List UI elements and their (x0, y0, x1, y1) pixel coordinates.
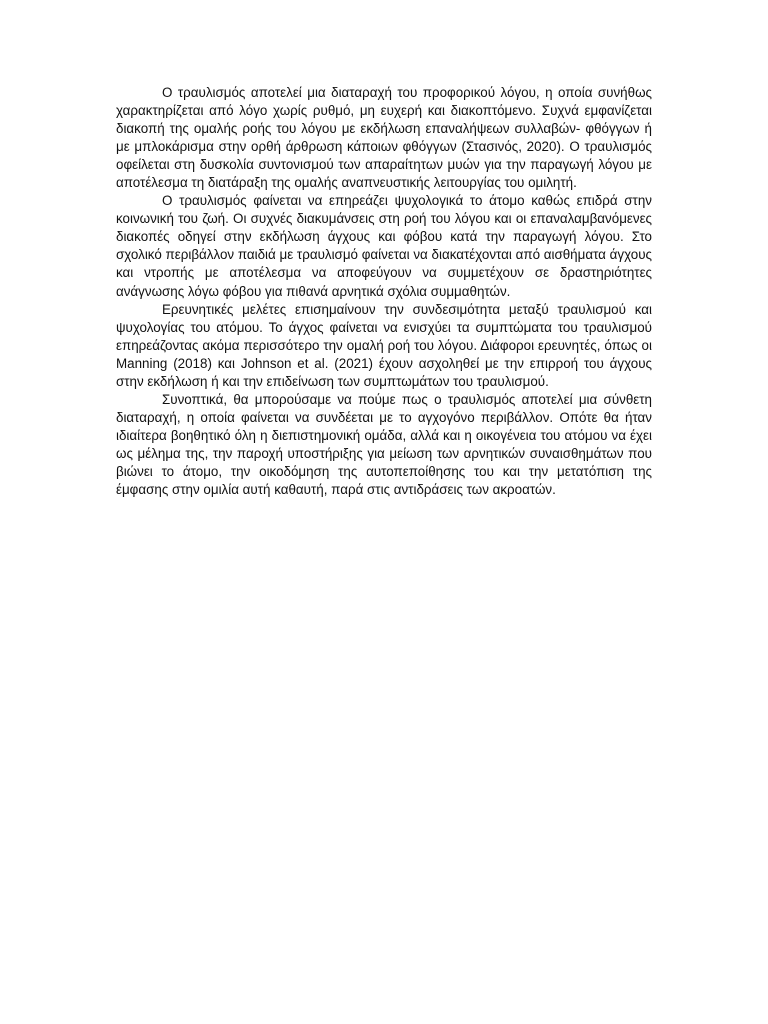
paragraph-3: Ερευνητικές μελέτες επισημαίνουν την συνδεσιμότητα μεταξύ τραυλισμού και ψυχολογίας του ατόμου. Το άγχος φαίνεται να ενισχύει τα συμπτώματα του τραυλισμού επηρεάζοντας ακόμα περισσότερο την ομαλή ροή του λόγου. Διάφοροι ερευνητές, όπως οι Manning (2018) και Johnson et al. (2021) έχουν ασχοληθεί με την επιρροή του άγχους στην εκδήλωση ή και την επιδείνωση των συμπτωμάτων του τραυλισμού. (116, 301, 652, 389)
paragraph-4: Συνοπτικά, θα μπορούσαμε να πούμε πως ο τραυλισμός αποτελεί μια σύνθετη διαταραχή, η οποία φαίνεται να συνδέεται με το αγχογόνο περιβάλλον. Οπότε θα ήταν ιδιαίτερα βοηθητικό όλη η διεπιστημονική ομάδα, αλλά και η οικογένεια του ατόμου να έχει ως μέλημα της, την παροχή υποστήριξης για μείωση των αρνητικών συναισθημάτων που βιώνει το άτομο, την οικοδόμηση της αυτοπεποίθησης του και την μετατόπιση της έμφασης στην ομιλία αυτή καθαυτή, παρά στις αντιδράσεις των ακροατών. (116, 391, 652, 498)
paragraph-1: Ο τραυλισμός αποτελεί μια διαταραχή του προφορικού λόγου, η οποία συνήθως χαρακτηρίζεται από λόγο χωρίς ρυθμό, μη ευχερή και διακοπτόμενο. Συχνά εμφανίζεται διακοπή της ομαλής ροής του λόγου με εκδήλωση επαναλήψεων συλλαβών- φθόγγων ή με μπλοκάρισμα στην ορθή άρθρωση κάποιων φθόγγων (Στασινός, 2020). Ο τραυλισμός οφείλεται στη δυσκολία συντονισμού των απαραίτητων μυών για την παραγωγή λόγου με αποτέλεσμα τη διατάραξη της ομαλής αναπνευστικής λειτουργίας του ομιλητή. (116, 85, 652, 191)
paragraph-2: Ο τραυλισμός φαίνεται να επηρεάζει ψυχολογικά το άτομο καθώς επιδρά στην κοινωνική του ζωή. Οι συχνές διακυμάνσεις στη ροή του λόγου και οι επαναλαμβανόμενες διακοπές οδηγεί στην εκδήλωση άγχους και φόβου κατά την παραγωγή λόγου. Στο σχολικό περιβάλλον παιδιά με τραυλισμό φαίνεται να διακατέχονται από αισθήματα άγχους και ντροπής με αποτέλεσμα να αποφεύγουν να συμμετέχουν σε δραστηριότητες ανάγνωσης λόγω φόβου για πιθανά αρνητικά σχόλια συμμαθητών. (116, 193, 652, 299)
document-body (116, 84, 652, 499)
